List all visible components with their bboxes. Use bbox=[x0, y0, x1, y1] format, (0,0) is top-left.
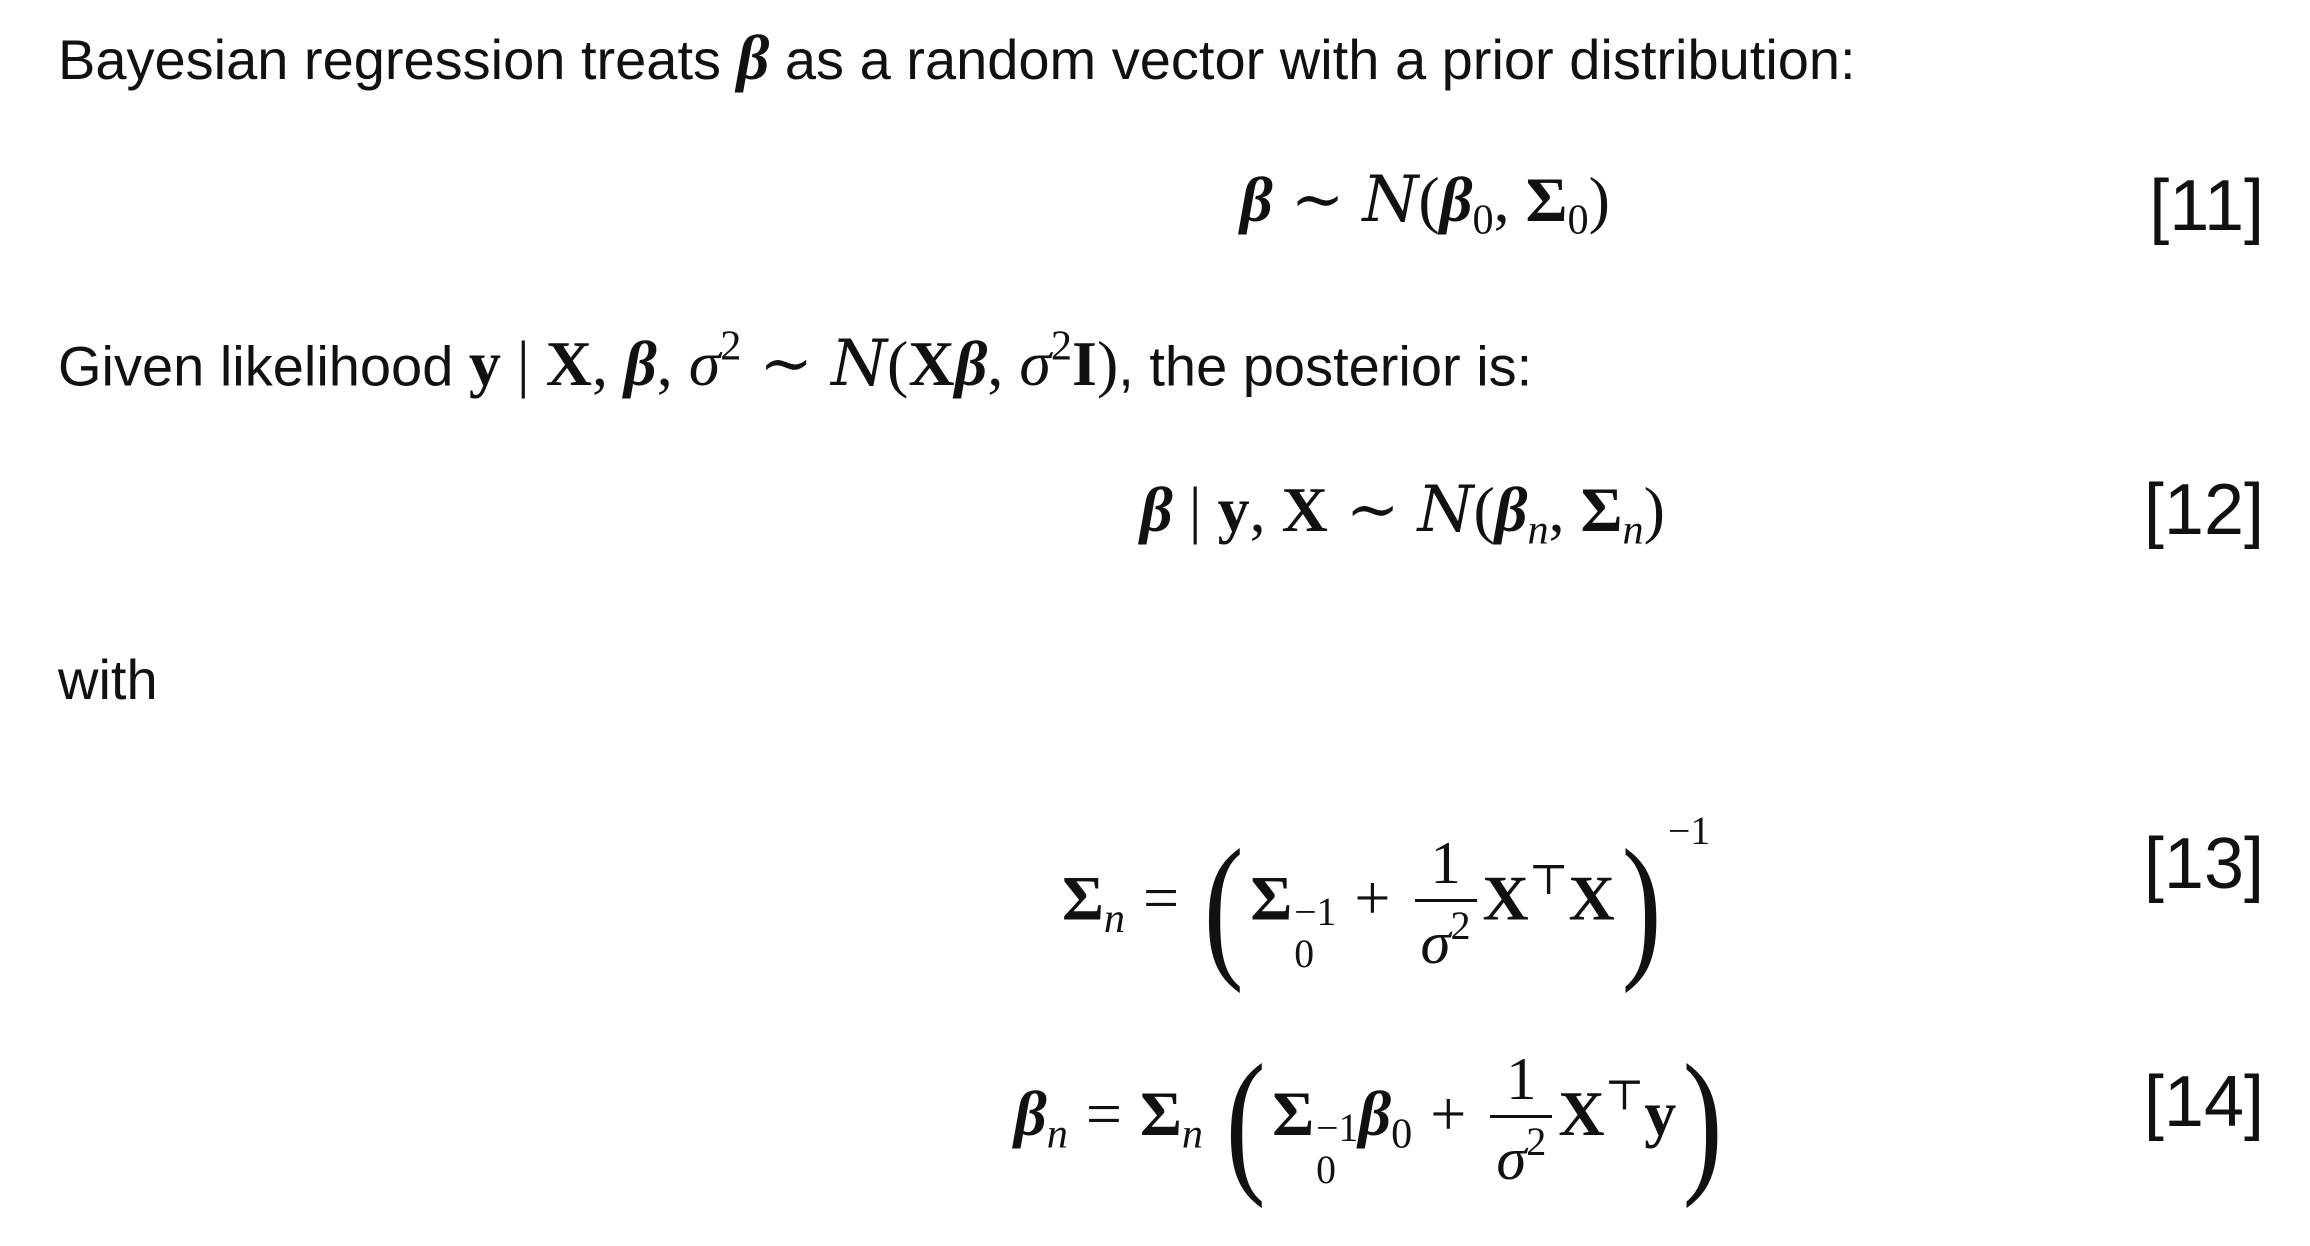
equation-12: β | y, X ∼ $N(\beta_n$, $\Sigma_n$) bbox=[1140, 473, 1665, 554]
equation-13: $\Sigma_n$ = ( Σ −1 0 + $\frac{1}{\sigma^2}$ X⊤X) $^{-1}$ bbox=[1062, 809, 1711, 994]
equation-number-13: [13] bbox=[2143, 824, 2264, 904]
equation-11: β ∼ $N(\beta_0$, $\Sigma_0$) bbox=[1240, 163, 1610, 244]
equation-14: $\beta_n = \Sigma_n$ ( Σ −1 0 $\beta_0$ + $\frac{1}{\sigma^2}$ X⊤y) bbox=[1014, 1031, 1723, 1210]
likelihood-text-after: , the posterior is: bbox=[1118, 334, 1533, 398]
equation-number-11: [11] bbox=[2149, 166, 2264, 246]
intro-sentence bbox=[58, 22, 1856, 93]
intro-text-before: Bayesian regression treats bbox=[58, 28, 737, 91]
likelihood-sentence bbox=[58, 323, 1533, 402]
beta-symbol: β bbox=[736, 22, 770, 93]
intro-text-after: as a random vector with a prior distribution: bbox=[769, 28, 1856, 91]
likelihood-text-before: Given likelihood bbox=[58, 334, 469, 398]
equation-number-12: [12] bbox=[2143, 470, 2264, 550]
with-label: with bbox=[58, 648, 158, 711]
likelihood-expression: y | X, β, $\sigma^2$ ∼ N(Xβ, $\sigma^2I$) bbox=[468, 323, 1119, 402]
equation-number-14: [14] bbox=[2143, 1062, 2264, 1142]
